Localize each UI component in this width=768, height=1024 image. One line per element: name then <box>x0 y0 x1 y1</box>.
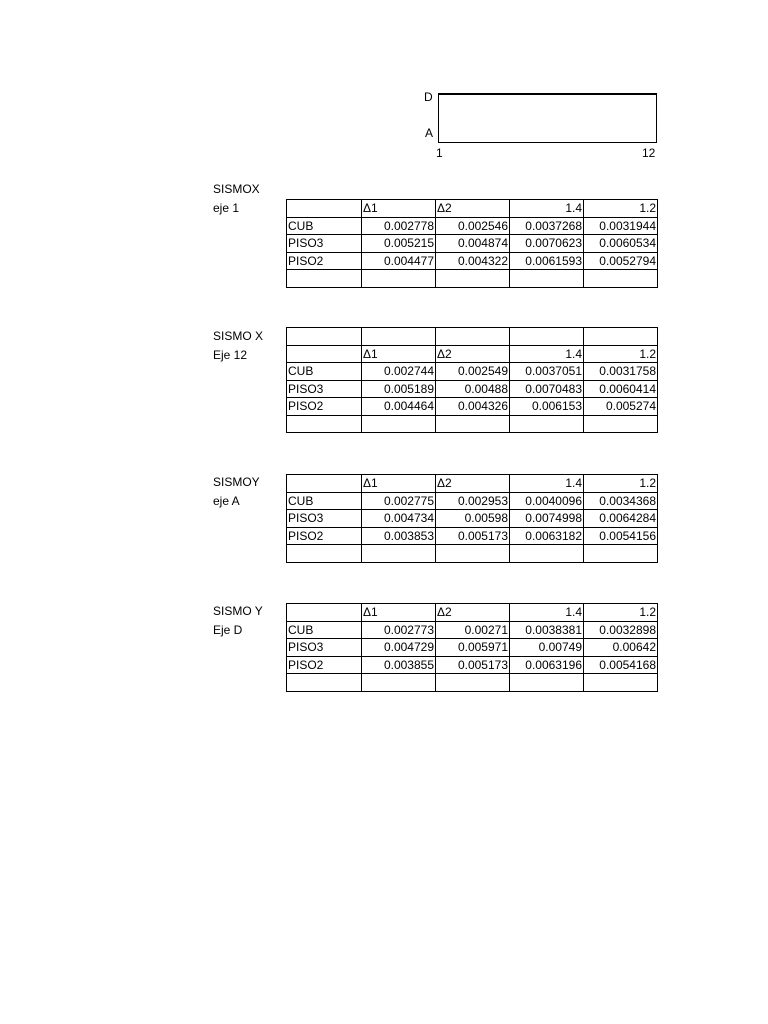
plan-rectangle <box>438 93 657 143</box>
table-cell[interactable]: 0.0038381 <box>510 621 584 639</box>
table-row-label[interactable]: CUB <box>287 217 362 235</box>
table-cell[interactable]: 0.0031944 <box>584 217 658 235</box>
table-cell[interactable]: 0.00488 <box>436 380 510 398</box>
block-1-label <box>213 180 260 218</box>
table-cell[interactable] <box>584 415 658 433</box>
block-3-subtitle: eje A <box>213 494 240 508</box>
table-cell[interactable] <box>362 270 436 288</box>
table-cell[interactable] <box>436 328 510 346</box>
block-2-table <box>286 327 658 433</box>
table-cell[interactable]: 0.002953 <box>436 492 510 510</box>
table-header-cell[interactable]: 1.2 <box>584 345 658 363</box>
table-row <box>287 639 658 657</box>
table-header-cell[interactable]: Δ2 <box>436 345 510 363</box>
table-row-label[interactable]: CUB <box>287 492 362 510</box>
table-header-cell[interactable]: Δ2 <box>436 604 510 622</box>
block-4-label <box>213 602 263 640</box>
table-row-label[interactable]: PISO2 <box>287 656 362 674</box>
table-header-row <box>287 604 658 622</box>
block-2-title: SISMO X <box>213 329 264 343</box>
table-row <box>287 621 658 639</box>
table-cell[interactable] <box>510 545 584 563</box>
table-row-label[interactable]: PISO3 <box>287 235 362 253</box>
table-cell[interactable]: 0.006153 <box>510 398 584 416</box>
table-cell[interactable]: 0.002775 <box>362 492 436 510</box>
table-header-cell[interactable]: 1.2 <box>584 475 658 493</box>
table-header-row <box>287 345 658 363</box>
table-cell[interactable] <box>510 674 584 692</box>
table-cell[interactable]: 0.0037268 <box>510 217 584 235</box>
table-cell[interactable]: 0.0040096 <box>510 492 584 510</box>
block-1-subtitle: eje 1 <box>213 201 240 215</box>
table-row-empty <box>287 415 658 433</box>
table-cell[interactable]: 0.002744 <box>362 363 436 381</box>
table-cell[interactable]: 0.0054156 <box>584 527 658 545</box>
table-cell[interactable]: 0.0063196 <box>510 656 584 674</box>
table-cell[interactable] <box>436 674 510 692</box>
table-cell[interactable]: 0.0052794 <box>584 252 658 270</box>
table-cell[interactable]: 0.00642 <box>584 639 658 657</box>
table-cell[interactable]: 0.0070483 <box>510 380 584 398</box>
table-cell[interactable] <box>287 270 362 288</box>
table-row <box>287 656 658 674</box>
table-cell[interactable] <box>287 604 362 622</box>
table-cell[interactable]: 0.005173 <box>436 527 510 545</box>
table-cell[interactable] <box>362 328 436 346</box>
table-cell[interactable] <box>362 674 436 692</box>
table-header-cell[interactable]: 1.4 <box>510 475 584 493</box>
table-row-label[interactable]: CUB <box>287 363 362 381</box>
table-cell[interactable] <box>287 328 362 346</box>
table-cell[interactable]: 0.004729 <box>362 639 436 657</box>
table-row <box>287 492 658 510</box>
table-cell[interactable] <box>287 200 362 218</box>
table-header-cell[interactable]: Δ1 <box>362 345 436 363</box>
table-cell[interactable] <box>287 674 362 692</box>
table-cell[interactable] <box>510 328 584 346</box>
table-header-row <box>287 200 658 218</box>
table-cell[interactable]: 0.0074998 <box>510 510 584 528</box>
table-cell[interactable]: 0.00598 <box>436 510 510 528</box>
table-row <box>287 527 658 545</box>
table-cell[interactable]: 0.00749 <box>510 639 584 657</box>
table-row <box>287 235 658 253</box>
table-cell[interactable]: 0.004874 <box>436 235 510 253</box>
table-header-cell[interactable]: 1.2 <box>584 604 658 622</box>
table-row-label[interactable]: PISO2 <box>287 252 362 270</box>
table-header-cell[interactable]: Δ1 <box>362 604 436 622</box>
table-row-label[interactable]: PISO2 <box>287 398 362 416</box>
table-cell[interactable]: 0.004477 <box>362 252 436 270</box>
table-row-empty <box>287 328 658 346</box>
table-cell[interactable] <box>436 415 510 433</box>
table-cell[interactable]: 0.0054168 <box>584 656 658 674</box>
table-row <box>287 510 658 528</box>
block-3-table <box>286 474 658 563</box>
block-4-table <box>286 603 658 692</box>
table-cell[interactable]: 0.0061593 <box>510 252 584 270</box>
table-row <box>287 398 658 416</box>
diagram-label-12: 12 <box>642 146 656 160</box>
table-cell[interactable]: 0.0037051 <box>510 363 584 381</box>
table-cell[interactable]: 0.0064284 <box>584 510 658 528</box>
table-cell[interactable]: 0.005274 <box>584 398 658 416</box>
table-header-cell[interactable]: 1.4 <box>510 200 584 218</box>
table-cell[interactable]: 0.005189 <box>362 380 436 398</box>
block-2-subtitle: Eje 12 <box>213 348 248 362</box>
block-1-title: SISMOX <box>213 182 260 196</box>
block-1-table <box>286 199 658 288</box>
table-cell[interactable]: 0.0060414 <box>584 380 658 398</box>
table-cell[interactable]: 0.004464 <box>362 398 436 416</box>
table-cell[interactable] <box>287 475 362 493</box>
table-cell[interactable]: 0.003855 <box>362 656 436 674</box>
block-4-title: SISMO Y <box>213 604 263 618</box>
table-row <box>287 217 658 235</box>
table-cell[interactable] <box>287 545 362 563</box>
block-3-label <box>213 473 260 511</box>
table-cell[interactable]: 0.003853 <box>362 527 436 545</box>
table-cell[interactable]: 0.002546 <box>436 217 510 235</box>
table-cell[interactable]: 0.002773 <box>362 621 436 639</box>
table-cell[interactable]: 0.0060534 <box>584 235 658 253</box>
table-cell[interactable]: 0.0034368 <box>584 492 658 510</box>
table-row-label[interactable]: CUB <box>287 621 362 639</box>
table-cell[interactable]: 0.005215 <box>362 235 436 253</box>
table-row-empty <box>287 270 658 288</box>
diagram-label-1: 1 <box>436 146 443 160</box>
block-2-label <box>213 327 263 365</box>
table-cell[interactable]: 0.004326 <box>436 398 510 416</box>
table-header-cell[interactable]: 1.4 <box>510 604 584 622</box>
table-cell[interactable] <box>362 545 436 563</box>
table-cell[interactable] <box>362 415 436 433</box>
table-cell[interactable]: 0.00271 <box>436 621 510 639</box>
table-cell[interactable] <box>287 345 362 363</box>
table-header-cell[interactable]: 1.4 <box>510 345 584 363</box>
table-cell[interactable]: 0.005173 <box>436 656 510 674</box>
table-cell[interactable] <box>510 270 584 288</box>
table-cell[interactable]: 0.004322 <box>436 252 510 270</box>
table-header-cell[interactable]: Δ1 <box>362 200 436 218</box>
table-row <box>287 380 658 398</box>
table-cell[interactable] <box>436 545 510 563</box>
table-header-cell[interactable]: Δ2 <box>436 475 510 493</box>
table-row-label[interactable]: PISO3 <box>287 639 362 657</box>
table-row-label[interactable]: PISO3 <box>287 380 362 398</box>
table-header-cell[interactable]: 1.2 <box>584 200 658 218</box>
diagram-label-a: A <box>425 126 434 140</box>
table-cell[interactable]: 0.004734 <box>362 510 436 528</box>
table-cell[interactable] <box>287 415 362 433</box>
diagram-label-d: D <box>424 90 433 104</box>
table-cell[interactable]: 0.0063182 <box>510 527 584 545</box>
table-cell[interactable]: 0.002549 <box>436 363 510 381</box>
table-header-cell[interactable]: Δ2 <box>436 200 510 218</box>
table-cell[interactable] <box>584 674 658 692</box>
table-header-row <box>287 475 658 493</box>
table-row-empty <box>287 545 658 563</box>
table-row-label[interactable]: PISO2 <box>287 527 362 545</box>
table-cell[interactable] <box>584 270 658 288</box>
table-cell[interactable]: 0.0031758 <box>584 363 658 381</box>
table-cell[interactable]: 0.0032898 <box>584 621 658 639</box>
table-cell[interactable] <box>510 415 584 433</box>
block-3-title: SISMOY <box>213 475 260 489</box>
table-cell[interactable]: 0.0070623 <box>510 235 584 253</box>
table-row-empty <box>287 674 658 692</box>
plan-diagram <box>420 86 670 162</box>
table-row <box>287 252 658 270</box>
table-cell[interactable]: 0.005971 <box>436 639 510 657</box>
table-row <box>287 363 658 381</box>
table-cell[interactable] <box>584 545 658 563</box>
table-row-label[interactable]: PISO3 <box>287 510 362 528</box>
block-4-subtitle: Eje D <box>213 623 243 637</box>
table-cell[interactable] <box>436 270 510 288</box>
table-cell[interactable] <box>584 328 658 346</box>
table-header-cell[interactable]: Δ1 <box>362 475 436 493</box>
table-cell[interactable]: 0.002778 <box>362 217 436 235</box>
